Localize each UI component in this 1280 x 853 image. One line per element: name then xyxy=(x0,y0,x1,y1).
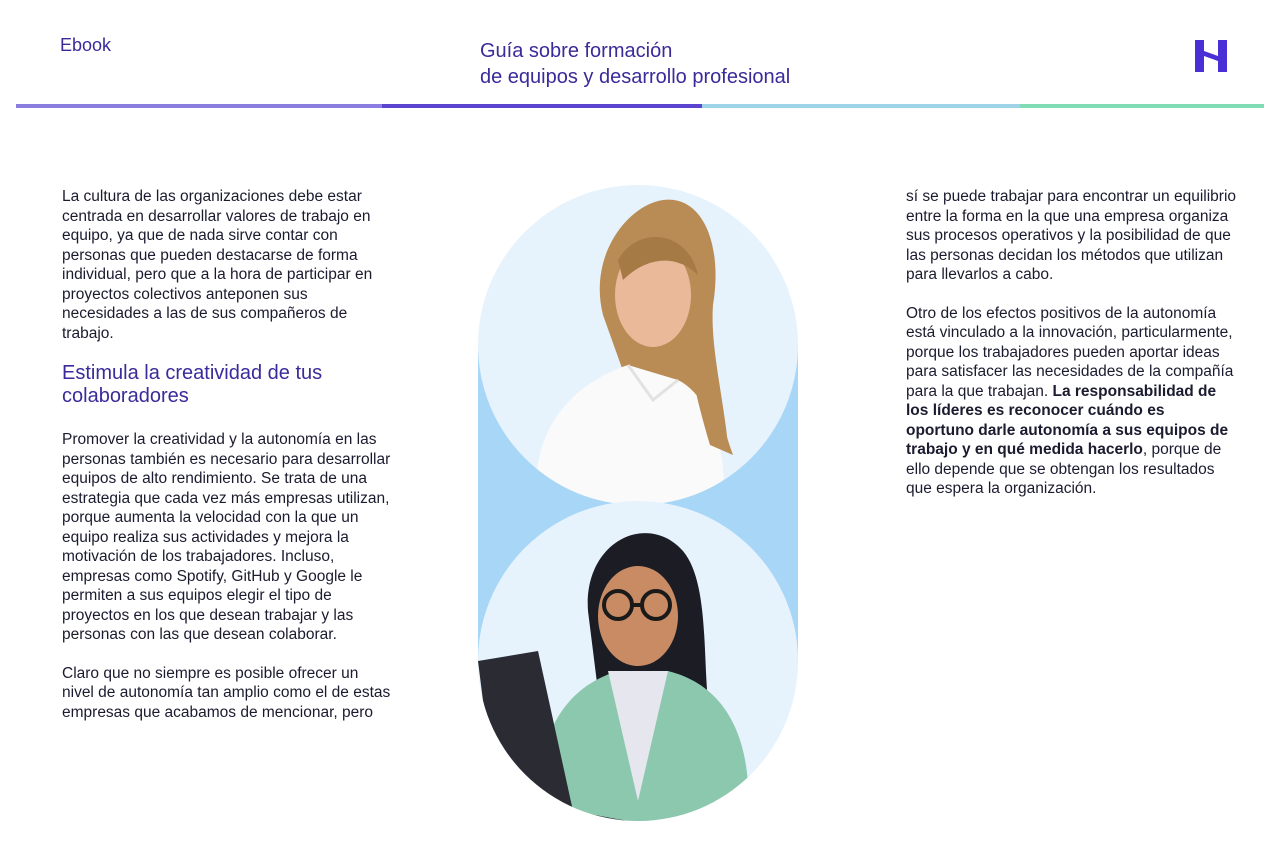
left-column xyxy=(62,187,392,741)
h-monogram-icon xyxy=(1195,40,1227,72)
page-title-line-1: Guía sobre formación xyxy=(480,40,673,62)
leaders-highlight: La responsabilidad de los líderes es reconocer cuándo es oportuno darle autonomía a sus equipos de trabajo y en qué medida hacerlo xyxy=(906,382,1229,458)
creativity-paragraph: Promover la creatividad y la autonomía en las personas también es necesario para desarrollar equipos de alto rendimiento. Se trata de una estrategia que cada vez más empresas utilizan, porque aumenta la velocidad con la que un equipo realiza sus actividades y mejora la motivación de los trabajadores. Incluso, empresas como Spotify, GitHub y Google le permiten a sus equipos elegir el tipo de proyectos en los que desean trabajar y las personas con las que desean colaborar. xyxy=(62,431,391,643)
photo-collage xyxy=(478,185,798,821)
intro-paragraph: La cultura de las organizaciones debe estar centrada en desarrollar valores de trabajo en equipo, ya que de nada sirve contar con personas que pueden destacarse de forma individual, pero que a la hora de participar en proyectos colectivos anteponen sus necesidades a las de sus compañeros de trabajo. xyxy=(62,188,373,342)
ebook-label: Ebook xyxy=(60,35,112,55)
autonomy-paragraph: Claro que no siempre es posible ofrecer un nivel de autonomía tan amplio como el de estas empresas que acabamos de mencionar, pero xyxy=(62,664,391,721)
section-heading: Estimula la creatividad de tus colaboradores xyxy=(62,362,323,407)
right-column xyxy=(906,187,1236,518)
woman-glasses-laptop-photo xyxy=(478,501,798,821)
divider-segment-1 xyxy=(16,104,382,108)
divider-segment-4 xyxy=(1020,104,1264,108)
divider-segment-2 xyxy=(382,104,702,108)
innovation-paragraph xyxy=(906,304,1236,499)
header-divider xyxy=(16,104,1264,108)
innovation-text: Otro de los efectos positivos de la autonomía está vinculado a la innovación, particularmente, porque los trabajadores pueden aportar ideas para satisfacer las necesidades de la compañía para la que trabajan. xyxy=(906,304,1234,400)
innovation-text-end: , porque de ello depende que se obtengan los resultados que espera la organización. xyxy=(906,441,1222,497)
balance-paragraph: sí se puede trabajar para encontrar un equilibrio entre la forma en la que una empresa organiza sus procesos operativos y la posibilidad de que las personas decidan los métodos que utilizan para llevarlos a cabo. xyxy=(906,188,1237,283)
page-title-line-2: de equipos y desarrollo profesional xyxy=(480,66,791,88)
divider-segment-3 xyxy=(702,104,1020,108)
page-title xyxy=(480,38,790,90)
woman-blonde-smiling-photo xyxy=(478,185,798,505)
